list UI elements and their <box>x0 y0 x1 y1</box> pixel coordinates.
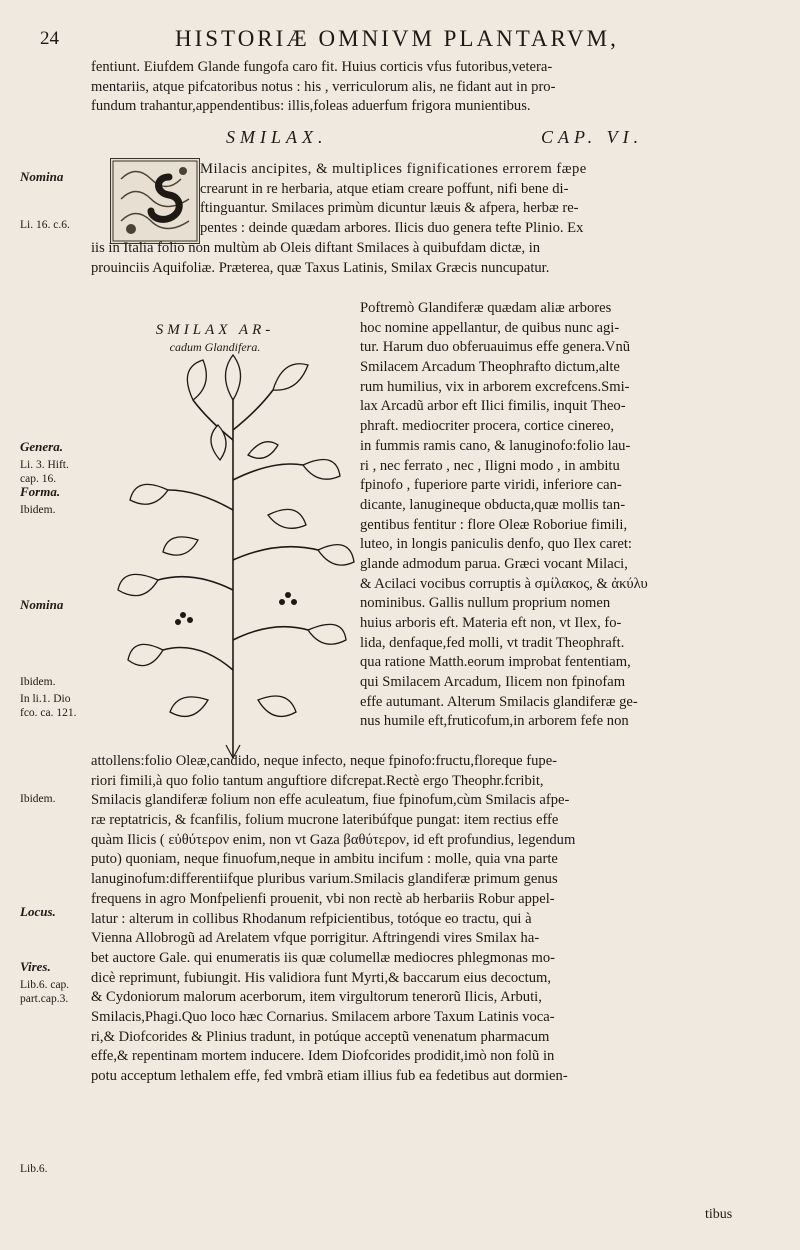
text-line: hoc nomine appellantur, de quibus nunc agi- <box>360 319 620 336</box>
text-line: quàm Ilicis ( εὐθύτερον enim, non vt Gaza βαθύτερον, id eft profundius, legendum <box>91 831 576 848</box>
text-line: Milacis ancipites, & multiplices fignificationes errorem fæpe <box>200 161 587 177</box>
margin-genera: Genera. <box>20 439 63 454</box>
margin-locus: Locus. <box>20 904 56 919</box>
text-line: potu acceptum lethalem effe, fed vmbrã etiam illius fub ea fedetibus aut dormien- <box>91 1068 568 1084</box>
text-line: ri , nec ferrato , nec , Iligni modo , in ambitu <box>360 457 620 474</box>
floral-ornament-icon <box>111 159 199 243</box>
text-line: crearunt in re herbaria, atque etiam creare poffunt, nifi bene di- <box>200 180 569 197</box>
text-line: Smilacis,Phagi.Quo loco hæc Cornarius. Smilacem arbore Taxum Latinis voca- <box>91 1008 555 1025</box>
page-header <box>40 28 780 58</box>
figure-caption-sub: cadum Glandifera. <box>169 340 261 354</box>
text-line: attollens:folio Oleæ,candido, neque infecto, neque fpinofo:fructu,floreque fupe- <box>91 753 558 769</box>
margin-nomina-1: Nomina <box>20 169 64 184</box>
margin-ibidem-2: Ibidem. <box>20 676 56 688</box>
text-line: frequens in agro Monfpelienfi prouenit, vbi non rectè ab herbariis Robur appel- <box>91 890 555 907</box>
margin-ref-4: Lib.6. cap. part.cap.3. <box>20 979 70 1005</box>
text-line: phraft. mediocriter procera, cortice cinereo, <box>360 418 615 435</box>
figure-caption-main: SMILAX AR- <box>155 322 275 338</box>
text-line: gentibus fentitur : flore Oleæ Roboriue fimili, <box>360 516 628 533</box>
text-line: lida, denfaque,fed molli, vt tradit Theophraft. <box>360 634 625 651</box>
text-line: Smilacis glandiferæ folium non effe aculeatum, fiue fpinofum,cùm Smilacis afpe- <box>91 792 570 809</box>
text-line: in fummis ramis cano, & lanuginofo:folio lau- <box>360 437 631 454</box>
chapter-opening-wide-lines <box>91 239 791 278</box>
text-line: pentes : deinde quædam arbores. Ilicis duo genera tefte Plinio. Ex <box>200 220 584 237</box>
margin-ibidem-3: Ibidem. <box>20 793 56 805</box>
text-line: huius arboris eft. Materia eft non, vt Ilex, fo- <box>360 615 622 631</box>
margin-ref-5: Lib.6. <box>20 1163 48 1175</box>
text-line: Poftremò Glandiferæ quædam aliæ arbores <box>360 300 612 316</box>
text-line: qua ratione Matth.eorum improbat fententiam, <box>360 654 631 671</box>
text-line: Vienna Allobrogũ ad Arelatem vfque porrigitur. Aftringendi vires Smilax ha- <box>91 930 540 947</box>
text-line: ftinguantur. Smilaces primùm dicuntur læuis & afpera, herbæ re- <box>200 200 579 217</box>
text-line: puto) quoniam, neque finuofum,neque in ambitu incifum : molle, quia vna parte <box>91 851 558 868</box>
text-line: bet auctore Gale. qui enumeratis iis quæ columellæ mediocres phlegmonas mo- <box>91 949 556 966</box>
text-line: & Acilaci vocibus corruptis à σμίλακος, & ἀκύλυ <box>360 575 648 592</box>
text-line: rum humilius, vix in arborem excrefcens.Smi- <box>360 378 630 395</box>
margin-ibidem-1: Ibidem. <box>20 504 56 516</box>
margin-ref-2: Li. 3. Hift. cap. 16. <box>20 459 69 485</box>
margin-nomina-2: Nomina <box>20 597 64 612</box>
smilax-plant-illustration <box>108 340 358 760</box>
text-line: ræ reptatricis, & fcanfilis, folium mucrone lateribúfque pungat: item rectius effe <box>91 812 559 829</box>
main-paragraph <box>91 752 791 1087</box>
text-line: fpinofo , fuperiore parte viridi, inferiore can- <box>360 477 622 494</box>
margin-ref-1: Li. 16. c.6. <box>20 219 70 231</box>
chapter-opening-lines <box>200 160 790 239</box>
text-line: fentiunt. Eiufdem Glande fungofa caro fit. Huius corticis vfus futoribus,vetera- <box>91 59 553 75</box>
margin-forma: Forma. <box>20 484 61 499</box>
text-line: mentariis, atque pifcatoribus notus : his , verriculorum alis, ne fidant aut in pro- <box>91 78 556 95</box>
text-line: nus humile eft,fruticofum,in arborem fefe non <box>360 713 629 730</box>
margin-ref-3: In li.1. Dio fco. ca. 121. <box>20 693 77 719</box>
catchword: tibus <box>705 1207 733 1222</box>
text-line: latur : alterum in collibus Rhodanum refpicientibus, totóque eo tractu, qui à <box>91 910 532 927</box>
text-line: luteo, in longis paniculis denfo, quo Ilex caret: <box>360 536 632 553</box>
decorated-initial-s <box>110 158 200 244</box>
text-line: lanuginofum:differentiifque pluribus varium.Smilacis glandiferæ primum genus <box>91 871 558 888</box>
text-line: ri,& Diofcorides & Plinius tradunt, in potúque acceptũ venenatum pharmacum <box>91 1028 550 1045</box>
text-line: lax Arcadũ arbor eft Ilici fimilis, inquit Theo- <box>360 398 626 415</box>
text-line: dicante, lanugineque obducta,quæ mollis tan- <box>360 496 626 513</box>
running-title: HISTORIÆ OMNIVM PLANTARVM, <box>175 26 619 51</box>
margin-vires: Vires. <box>20 959 51 974</box>
text-line: iis in Italia folio non multùm ab Oleis diftant Smilaces à quibufdam dictæ, in <box>91 240 541 256</box>
description-column <box>360 299 790 732</box>
text-line: tur. Harum duo obferuauimus effe genera.Vnũ <box>360 339 631 356</box>
text-line: riori fimili,à quo folio tantum anguftiore difcrepat.Rectè ergo Theophr.fcribit, <box>91 772 544 789</box>
chapter-number: CAP. VI. <box>541 127 644 147</box>
text-line: qui Smilacem Arcadum, Ilicem non fpinofam <box>360 674 626 691</box>
text-line: effe,& repentinam mortem inducere. Idem Diofcorides prodidit,imò non folũ in <box>91 1048 555 1065</box>
chapter-heading <box>226 127 746 148</box>
text-line: glande admodum parua. Græci vocant Milaci, <box>360 555 628 572</box>
text-line: fundum trahantur,appendentibus: illis,foleas aduerfum frigora munientibus. <box>91 98 531 115</box>
text-line: Smilacem Arcadum Theophrafto dictum,alte <box>360 359 620 376</box>
text-line: effe autumant. Alterum Smilacis glandiferæ ge- <box>360 693 638 710</box>
intro-paragraph <box>91 58 791 117</box>
text-line: & Cydoniorum malorum acerborum, item virgultorum tenerorũ Ilicis, Arbuti, <box>91 989 542 1006</box>
chapter-title: SMILAX. <box>226 127 328 147</box>
text-line: prouinciis Aquifoliæ. Præterea, quæ Taxus Latinis, Smilax Græcis nuncupatur. <box>91 259 550 276</box>
text-line: nominibus. Gallis nullum proprium nomen <box>360 595 611 612</box>
page-number: 24 <box>40 28 59 49</box>
text-line: dicè reprimunt, fubiungit. His validiora funt Myrti,& baccarum eius decoctum, <box>91 969 551 986</box>
